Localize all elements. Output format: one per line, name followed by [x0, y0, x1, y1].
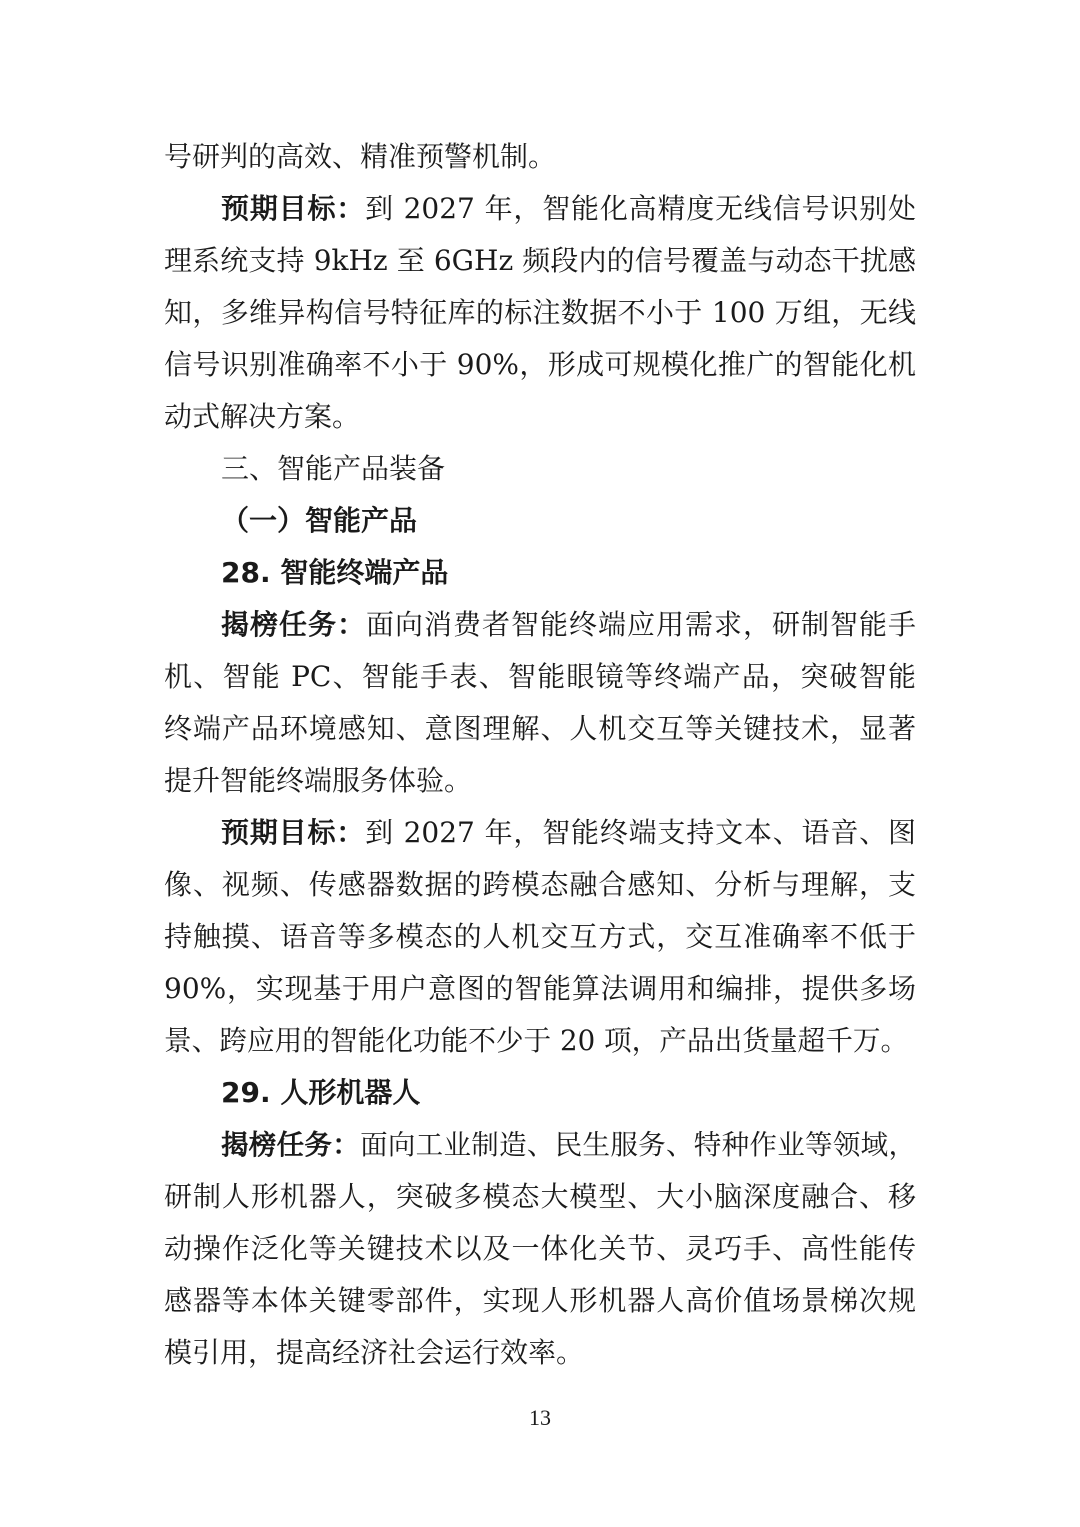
paragraph-text: 研制人形机器人，突破多模态大模型、大小脑深度融合、移 [164, 1180, 916, 1213]
paragraph-line [164, 859, 916, 911]
paragraph-text: 知，多维异构信号特征库的标注数据不小于 100 万组，无线 [164, 296, 916, 329]
paragraph-text: 终端产品环境感知、意图理解、人机交互等关键技术，显著 [164, 712, 916, 745]
paragraph-text: 90%，实现基于用户意图的智能算法调用和编排，提供多场 [164, 972, 916, 1005]
section-heading [164, 443, 916, 495]
paragraph-line [164, 183, 916, 235]
paragraph-text: 持触摸、语音等多模态的人机交互方式，交互准确率不低于 [164, 920, 916, 953]
paragraph-line [164, 1015, 916, 1067]
paragraph-line [164, 287, 916, 339]
paragraph-text: 模引用，提高经济社会运行效率。 [164, 1336, 585, 1369]
paragraph-text: 到 2027 年，智能终端支持文本、语音、图 [365, 816, 916, 849]
section-heading [164, 1067, 916, 1119]
paragraph-label: 揭榜任务： [221, 608, 366, 641]
paragraph-text: 面向工业制造、民生服务、特种作业等领域， [360, 1129, 916, 1161]
paragraph-line [164, 599, 916, 651]
paragraph-text: 景、跨应用的智能化功能不少于 20 项，产品出货量超千万。 [164, 1024, 909, 1057]
paragraph-text: 面向消费者智能终端应用需求，研制智能手 [366, 608, 916, 641]
paragraph-line [164, 807, 916, 859]
paragraph-text: 提升智能终端服务体验。 [164, 764, 473, 797]
paragraph-line [164, 1223, 916, 1275]
heading-text: 三、智能产品装备 [221, 452, 446, 485]
heading-text: （一）智能产品 [221, 504, 418, 537]
paragraph-label: 预期目标： [221, 192, 366, 225]
paragraph-text: 信号识别准确率不小于 90%，形成可规模化推广的智能化机 [164, 348, 916, 381]
paragraph-text: 像、视频、传感器数据的跨模态融合感知、分析与理解，支 [164, 868, 916, 901]
paragraph-line [164, 339, 916, 391]
paragraph-text: 号研判的高效、精准预警机制。 [164, 140, 557, 173]
paragraph-line [164, 963, 916, 1015]
paragraph-line [164, 235, 916, 287]
paragraph-text: 理系统支持 9kHz 至 6GHz 频段内的信号覆盖与动态干扰感 [164, 244, 916, 277]
heading-text: 29. 人形机器人 [221, 1076, 421, 1109]
document-body [164, 131, 916, 1379]
paragraph-text: 动操作泛化等关键技术以及一体化关节、灵巧手、高性能传 [164, 1232, 916, 1265]
section-heading [164, 495, 916, 547]
paragraph-line [164, 131, 916, 183]
paragraph-line [164, 1327, 916, 1379]
page-number: 13 [529, 1405, 551, 1430]
paragraph-text: 动式解决方案。 [164, 400, 361, 433]
paragraph-label: 预期目标： [221, 816, 366, 849]
paragraph-line [164, 1275, 916, 1327]
paragraph-line [164, 1171, 916, 1223]
paragraph-label: 揭榜任务： [221, 1129, 361, 1161]
paragraph-line [164, 755, 916, 807]
paragraph-text: 机、智能 PC、智能手表、智能眼镜等终端产品，突破智能 [164, 660, 916, 693]
paragraph-line [164, 911, 916, 963]
paragraph-text: 到 2027 年，智能化高精度无线信号识别处 [365, 192, 916, 225]
paragraph-line [164, 703, 916, 755]
section-heading [164, 547, 916, 599]
paragraph-line [164, 651, 916, 703]
paragraph-line [164, 391, 916, 443]
paragraph-line [164, 1119, 916, 1171]
heading-text: 28. 智能终端产品 [221, 556, 449, 589]
paragraph-text: 感器等本体关键零部件，实现人形机器人高价值场景梯次规 [164, 1284, 916, 1317]
